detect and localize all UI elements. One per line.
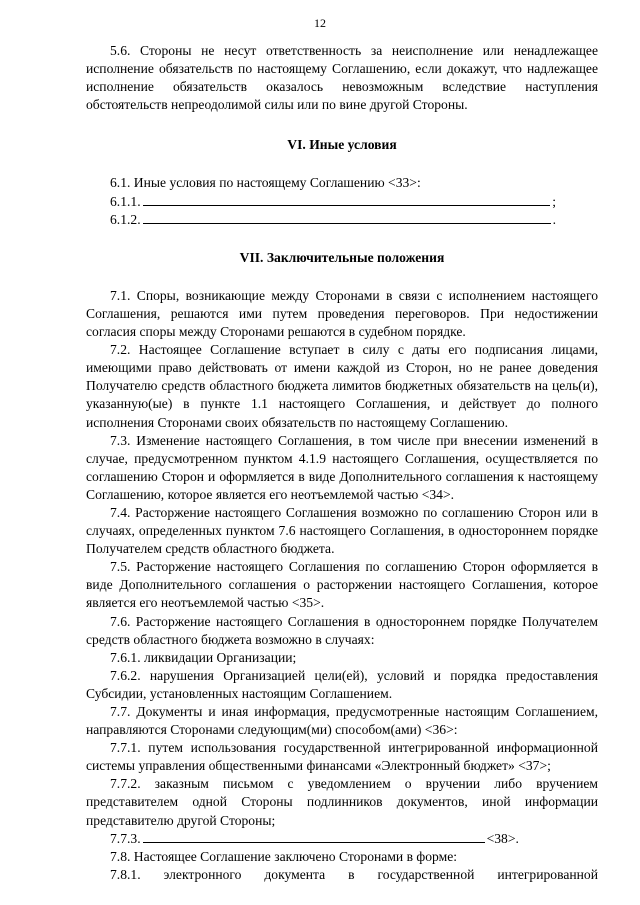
blank-line [143,211,551,224]
section-vii-title: VII. Заключительные положения [239,249,445,265]
item-6-1-2-end: . [552,211,556,227]
item-6-1-1-label: 6.1.1. [110,193,141,209]
item-6-1-1-end: ; [552,193,556,209]
blank-line [143,830,485,843]
paragraph-7-6-2: 7.6.2. нарушения Организацией цели(ей), условий и порядка предоставления Субсидии, установленных настоящим Соглашением. [86,667,598,701]
paragraph-7-4: 7.4. Расторжение настоящего Соглашения возможно по соглашению Сторон или в случаях, определенных пунктом 7.6 настоящего Соглашения, в одностороннем порядке Получателем средств областного бюджета. [86,504,598,557]
paragraph-7-7-2: 7.7.2. заказным письмом с уведомлением о вручении либо вручением представителем одной Стороны подлинников документов, иной информации представителю другой Стороны; [86,776,598,828]
paragraph-7-7: 7.7. Документы и иная информация, предусмотренные настоящим Соглашением, направляются Сторонами следующим(ми) способом(ами) <36>: [86,704,598,738]
document-body [86,42,598,884]
paragraph-6-1: 6.1. Иные условия по настоящему Соглашению <33>: [110,175,421,191]
item-7-7-3-label: 7.7.3. [110,830,141,846]
paragraph-7-7-1: 7.7.1. путем использования государственной интегрированной информационной системы управления общественными финансами «Электронный бюджет» <37>; [86,740,598,774]
item-7-7-3-end: <38>. [486,830,519,846]
paragraph-5-6: 5.6. Стороны не несут ответственность за неисполнение или ненадлежащее исполнение обязательств по настоящему Соглашению, если докажут, что надлежащее исполнение обязательств оказалось невозможным вследствие наступления обстоятельств непреодолимой силы или по вине другой Стороны. [86,43,598,113]
item-6-1-2 [86,211,598,229]
paragraph-7-1: 7.1. Споры, возникающие между Сторонами в связи с исполнением настоящего Соглашения, решаются ими путем проведения переговоров. При недостижении согласия споры между Сторонами решаются в судебном порядке. [86,287,598,340]
page-number: 12 [314,16,326,30]
paragraph-7-8: 7.8. Настоящее Соглашение заключено Сторонами в форме: [110,848,458,864]
item-6-1-2-label: 6.1.2. [110,211,141,227]
item-6-1-1 [86,193,598,211]
paragraph-7-2: 7.2. Настоящее Соглашение вступает в силу с даты его подписания лицами, имеющими право действовать от имени каждой из Сторон, но не ранее доведения Получателю средств областного бюджета лимитов бюджетных обязательств на цель(и), указанную(ые) в пункте 1.1 настоящего Соглашения, и действует до полного исполнения Сторонами своих обязательств по настоящему Соглашению. [86,342,598,430]
paragraph-7-3: 7.3. Изменение настоящего Соглашения, в том числе при внесении изменений в случае, предусмотренном пунктом 4.1.9 настоящего Соглашения, осуществляется по соглашению Сторон и оформляется в виде Дополнительного соглашения к настоящему Соглашению, которое является его неотъемлемой частью <34>. [86,432,598,502]
paragraph-7-8-1: 7.8.1. электронного документа в государственной интегрированной [110,866,598,882]
paragraph-7-6: 7.6. Расторжение настоящего Соглашения в одностороннем порядке Получателем средств областного бюджета возможно в случаях: [86,613,598,647]
section-vi-title: VI. Иные условия [287,137,397,153]
item-7-7-3 [86,830,598,848]
blank-line [143,193,551,206]
paragraph-7-6-1: 7.6.1. ликвидации Организации; [110,649,297,665]
paragraph-7-5: 7.5. Расторжение настоящего Соглашения по соглашению Сторон оформляется в виде Дополнительного соглашения о расторжении настоящего Соглашения, которое является его неотъемлемой частью <35>. [86,559,598,611]
